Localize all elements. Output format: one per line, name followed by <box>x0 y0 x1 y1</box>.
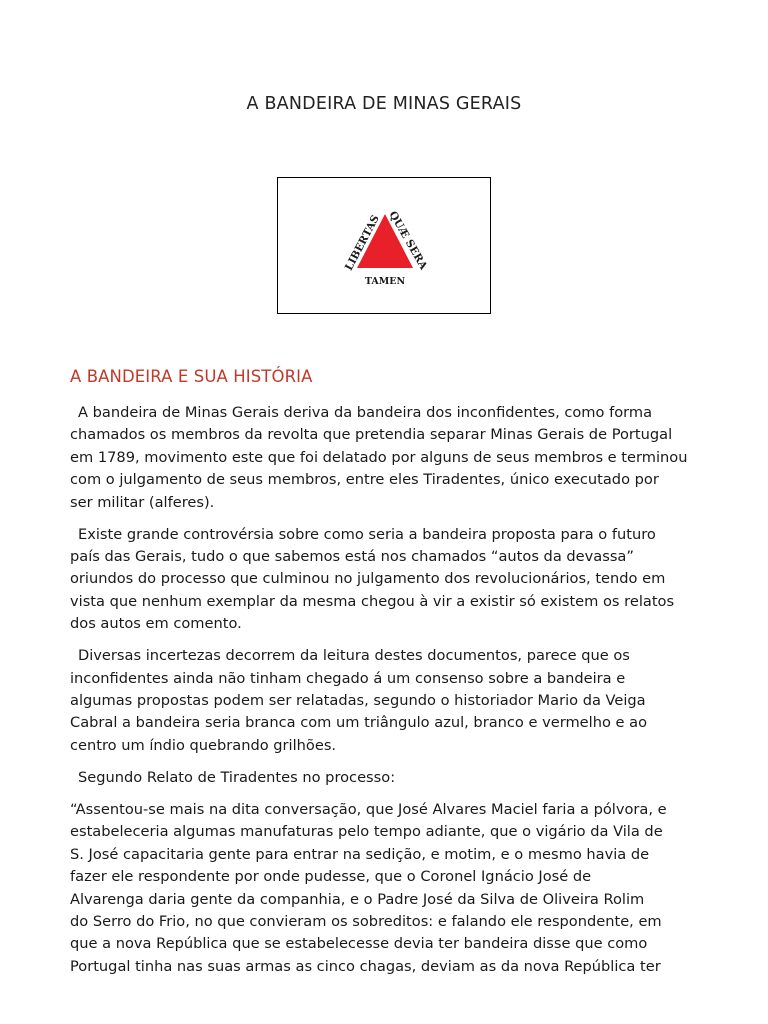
text-line: S. José capacitaria gente para entrar na sedição, e motim, e o mesmo havia de <box>70 845 650 863</box>
text-line: Alvarenga daria gente da companhia, e o Padre José da Silva de Oliveira Rolim <box>70 890 645 908</box>
text-line: que a nova República que se estabelecesse devia ter bandeira disse que como <box>70 935 648 953</box>
text-line: dos autos em comento. <box>70 615 242 633</box>
flag-emblem <box>278 178 492 315</box>
text-line: chamados os membros da revolta que pretendia separar Minas Gerais de Portugal <box>70 426 673 444</box>
text-line: Portugal tinha nas suas armas as cinco chagas, deviam as da nova República ter <box>70 957 661 975</box>
text-line: oriundos do processo que culminou no julgamento dos revolucionários, tendo em <box>70 570 666 588</box>
paragraph-3 <box>70 645 710 757</box>
section-heading: A BANDEIRA E SUA HISTÓRIA <box>70 367 313 386</box>
text-line: do Serro do Frio, no que convieram os sobreditos: e falando ele respondente, em <box>70 912 662 930</box>
text-line: Diversas incertezas decorrem da leitura destes documentos, parece que os <box>78 647 630 665</box>
text-line: algumas propostas podem ser relatadas, segundo o historiador Mario da Veiga <box>70 692 646 710</box>
text-line: Existe grande controvérsia sobre como seria a bandeira proposta para o futuro <box>78 525 656 543</box>
flag-motto-right: QUÆ SERA <box>386 209 430 272</box>
paragraph-1 <box>70 402 710 514</box>
page-title: A BANDEIRA DE MINAS GERAIS <box>246 94 522 114</box>
text-line: vista que nenhum exemplar da mesma chegou à vir a existir só existem os relatos <box>70 592 675 610</box>
text-line: inconfidentes ainda não tinham chegado á um consenso sobre a bandeira e <box>70 669 626 687</box>
text-line: ser militar (alferes). <box>70 493 215 511</box>
flag-motto-bottom: TAMEN <box>364 276 406 287</box>
paragraph-2 <box>70 524 710 636</box>
text-line: em 1789, movimento este que foi delatado por alguns de seus membros e terminou <box>70 448 688 466</box>
text-line: país das Gerais, tudo o que sabemos está nos chamados “autos da devassa” <box>70 548 634 566</box>
text-line: Cabral a bandeira seria branca com um triângulo azul, branco e vermelho e ao <box>70 714 648 732</box>
text-line: Segundo Relato de Tiradentes no processo: <box>78 768 396 786</box>
minas-gerais-flag-image <box>277 177 491 314</box>
text-line: estabeleceria algumas manufaturas pelo tempo adiante, que o vigário da Vila de <box>70 823 663 841</box>
text-line: centro um índio quebrando grilhões. <box>70 736 337 754</box>
text-line: com o julgamento de seus membros, entre eles Tiradentes, único executado por <box>70 471 659 489</box>
text-line: fazer ele respondente por onde pudesse, que o Coronel Ignácio José de <box>70 868 592 886</box>
text-line: “Assentou-se mais na dita conversação, que José Alvares Maciel faria a pólvora, e <box>70 800 667 818</box>
flag-motto-left: LIBERTAS <box>342 213 382 273</box>
document-body <box>70 402 710 988</box>
paragraph-4 <box>70 767 710 789</box>
paragraph-5-quote <box>70 799 710 978</box>
text-line: A bandeira de Minas Gerais deriva da bandeira dos inconfidentes, como forma <box>78 404 653 421</box>
